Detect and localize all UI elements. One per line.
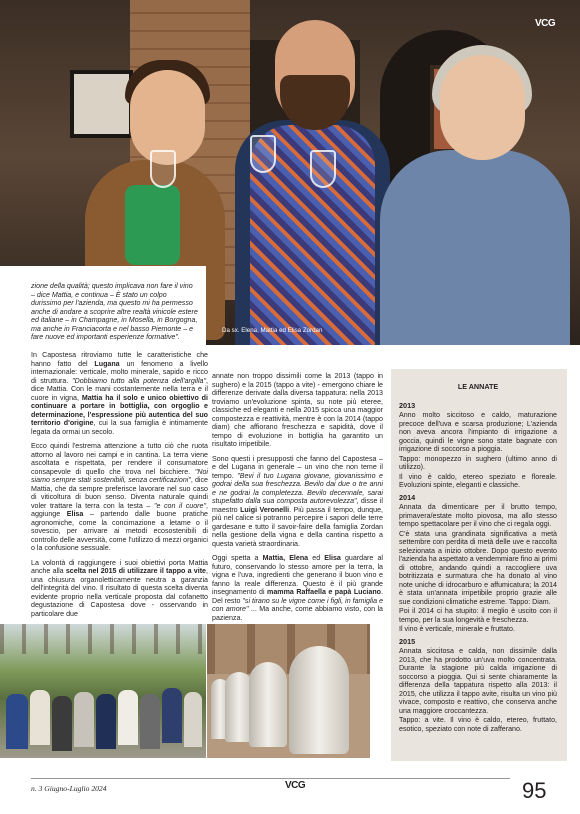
magazine-logo: VCG bbox=[535, 18, 556, 29]
year-text: Anno molto siccitoso e caldo, maturazione precoce dell'uva e scarsa produzione; L'azienda non aveva ancora l'impianto di irrigazione a goccia, quindi le vigne sono state bagnate con irrigazione di soccorso a pioggia. bbox=[399, 411, 557, 453]
paragraph: La volontà di raggiungere i suoi obiettivi porta Mattia anche alla scelta nel 2015 di utilizzare il tappo a vite, una chiusura organoletticamente neutra a garanzia dell'integrità del vino. Il risultato di questa scelta diventa evidente proprio nella verticale proposta dal cofanetto degustazione di Capostesa dove - osservando in particolare due bbox=[31, 558, 208, 618]
annate-sidebar bbox=[391, 369, 567, 761]
article-column-1 bbox=[31, 351, 208, 624]
year-heading: 2015 bbox=[399, 636, 416, 646]
cellar-photo bbox=[207, 624, 370, 758]
sidebar-title: LE ANNATE bbox=[457, 382, 499, 391]
crowd-person bbox=[74, 692, 94, 747]
crowd-person bbox=[140, 694, 160, 749]
crowd-person bbox=[30, 690, 50, 745]
paragraph: Ecco quindi l'estrema attenzione a tutto ciò che ruota attorno al lavoro nei campi e in cantina. La terra viene ascoltata e rispettata, per rendere il consumatore consapevole di quello che trova nel bicchiere. "Noi siamo sempre stati sostenibili, senza certificazioni", dice Mattia, che da sempre preferisce lavorare nel suo caso di viticoltura di buon senso. Diventa naturale quindi voler trattare la terra con la testa – "e con il cuore", aggiunge Elisa – partendo dalle buone pratiche agronomiche, come la concimazione a letame o il sovescio, per arrivare ai metodi ecosostenibili di controllo delle avversità, come l'utilizzo di mezzi organici o la confusione sessuale. bbox=[31, 442, 208, 552]
crowd-person bbox=[6, 694, 28, 749]
year-text: C'è stata una grandinata significativa a metà settembre con perdita di metà delle uve e raccolta selezionata a inizio ottobre. Dopo questo evento l'azienda ha aspettato a vendemmiare fino ai primi di ottobre, andando quindi a raccogliere uva botritizzata e surmatura che ha donato al vino note uniche di idrocarburo e affumicatura; la 2014 è stata un'annata irripetibile proprio grazie alle sue condizioni climatiche estreme. Tappo: Diam. bbox=[399, 529, 557, 606]
wine-glass-icon bbox=[150, 150, 176, 188]
footer-logo: VCG bbox=[285, 780, 306, 791]
paragraph: Oggi spetta a Mattia, Elena ed Elisa guardare al futuro, conservando lo stesso amore per la terra, la vigna e l'uva, ingredienti che generano il buon vino e fanno la reale differenza. Questo è il più grande insegnamento di mamma Raffaella e papà Luciano. Del resto "si tirano su le vigne come i figli, in famiglia e con amore" ... Ma anche, come abbiamo visto, con la pazienza. bbox=[212, 554, 384, 622]
pergola bbox=[0, 624, 206, 654]
page-number: 95 bbox=[522, 778, 547, 803]
crowd-person bbox=[52, 696, 72, 751]
year-text: Il vino è caldo, etereo speziato e floreale. Evoluzioni spinte, eleganti e classiche. bbox=[399, 472, 557, 489]
paragraph: In Capostesa ritroviamo tutte le caratteristiche che hanno fatto del Lugana un fenomeno a livello internazionale: verticale, molto minerale, sapido e ricco di struttura. "Dobbiamo tutto alla potenza dell'argilla", dice Mattia. Con le mani costantemente nella terra e il cuore in vigna, Mattia ha il solo e unico obiettivo di continuare a portare in bottiglia, con orgoglio e determinazione, l'espressione più autentica del suo territorio d'origine, cui la sua famiglia è intimamente legata da ormai un secolo. bbox=[31, 351, 208, 436]
year-heading: 2013 bbox=[399, 400, 416, 410]
person-elena-shirt bbox=[125, 185, 180, 265]
wall-picture bbox=[70, 70, 133, 138]
crowd-person bbox=[162, 688, 182, 743]
wine-glass-icon bbox=[250, 135, 276, 173]
year-heading: 2014 bbox=[399, 492, 416, 502]
footer-divider bbox=[31, 778, 510, 779]
issue-label: n. 3 Giugno-Luglio 2024 bbox=[31, 784, 107, 793]
group-photo bbox=[0, 624, 206, 758]
year-text: Poi il 2014 ci ha stupito: il meglio è uscito con il tempo, per la sua longevità e freschezza. bbox=[399, 607, 557, 624]
year-text: Tappo: monopezzo in sughero (ultimo anno di utilizzo). bbox=[399, 454, 557, 471]
wine-glass-icon bbox=[310, 150, 336, 188]
paragraph: Sono questi i presupposti che fanno del Capostesa – e del Lugana in generale – un vino che non teme il tempo. "Bevi il tuo Lugana giovane, giovanissimo e godrai della sua freschezza. Bevilo dai due o tre anni e ne godrai la completezza. Bevilo decennale, sarai stupefatto dalla sua composta autorevolezza", disse il maestro Luigi Veronelli. Più passa il tempo, dunque, più nel calice si potranno percepire i sapori delle terre gardesane e tutto il savoir-faire della famiglia Zordan nella gestione della vigna e della cantina rispetto a questa varietà straordinaria. bbox=[212, 454, 384, 548]
crowd-person bbox=[184, 692, 202, 747]
year-text: Annata siccitosa e calda, non dissimile dalla 2013, che ha prodotto un'uva molto concentrata. Durante la stagione più calda irrigazione di soccorso a pioggia. Qui si sente chiaramente la differenza della tappatura rispetto alla 2013: il 2015, che utilizza il tappo avite, risulta un vino più vivace, composto e reattivo, che conserva anche una maggiore croccantezza. bbox=[399, 647, 557, 715]
article-column-2 bbox=[212, 372, 383, 628]
crowd-person bbox=[118, 690, 138, 745]
year-text: Annata da dimenticare per il brutto tempo, primavera/estate molto piovosa, ma allo stesso tempo spettacolare per il vino che ci regala oggi. bbox=[399, 503, 557, 528]
wine-tank bbox=[289, 646, 349, 754]
person-elisa-body bbox=[380, 150, 570, 345]
year-text: Tappo: a vite. Il vino è caldo, etereo, fruttato, esotico, speziato con note di zafferano. bbox=[399, 716, 557, 733]
wine-tank bbox=[249, 662, 287, 747]
person-elisa-face bbox=[440, 55, 525, 160]
paragraph: annate non troppo dissimili come la 2013 (tappo in sughero) e la 2015 (tappo a vite) - emergono chiare le differenze derivate dalla diversa tappatura: nella 2013 troviamo un'evoluzione spinta, su note più eteree, classiche ed eleganti e nella 2015 spicca una maggior compostezza e reattività, mentre è con la 2014 (tappo diam) che affiorano freschezza e sapidità, dove il tempo di evoluzione in bottiglia ha garantito un risultato irripetibile. bbox=[212, 372, 383, 448]
intro-text: zione della qualità; questo implicava non fare il vino – dice Mattia, e continua – È stato un colpo durissimo per l'azienda, ma questo mi ha permesso anche di andare a scoprire altre realtà vinicole estere ed italiane – in Champagne, in Mosella, in Borgogna, ma anche in Franciacorta e nel basso Piemonte – e fare nuove ed importanti esperienze formative". bbox=[31, 282, 198, 341]
year-text: Il vino è verticale, minerale e fruttato. bbox=[399, 625, 515, 633]
intro-box bbox=[0, 266, 206, 348]
photo-caption: Da sx. Elena, Mattia ed Elisa Zordan bbox=[222, 327, 323, 334]
crowd-person bbox=[96, 694, 116, 749]
